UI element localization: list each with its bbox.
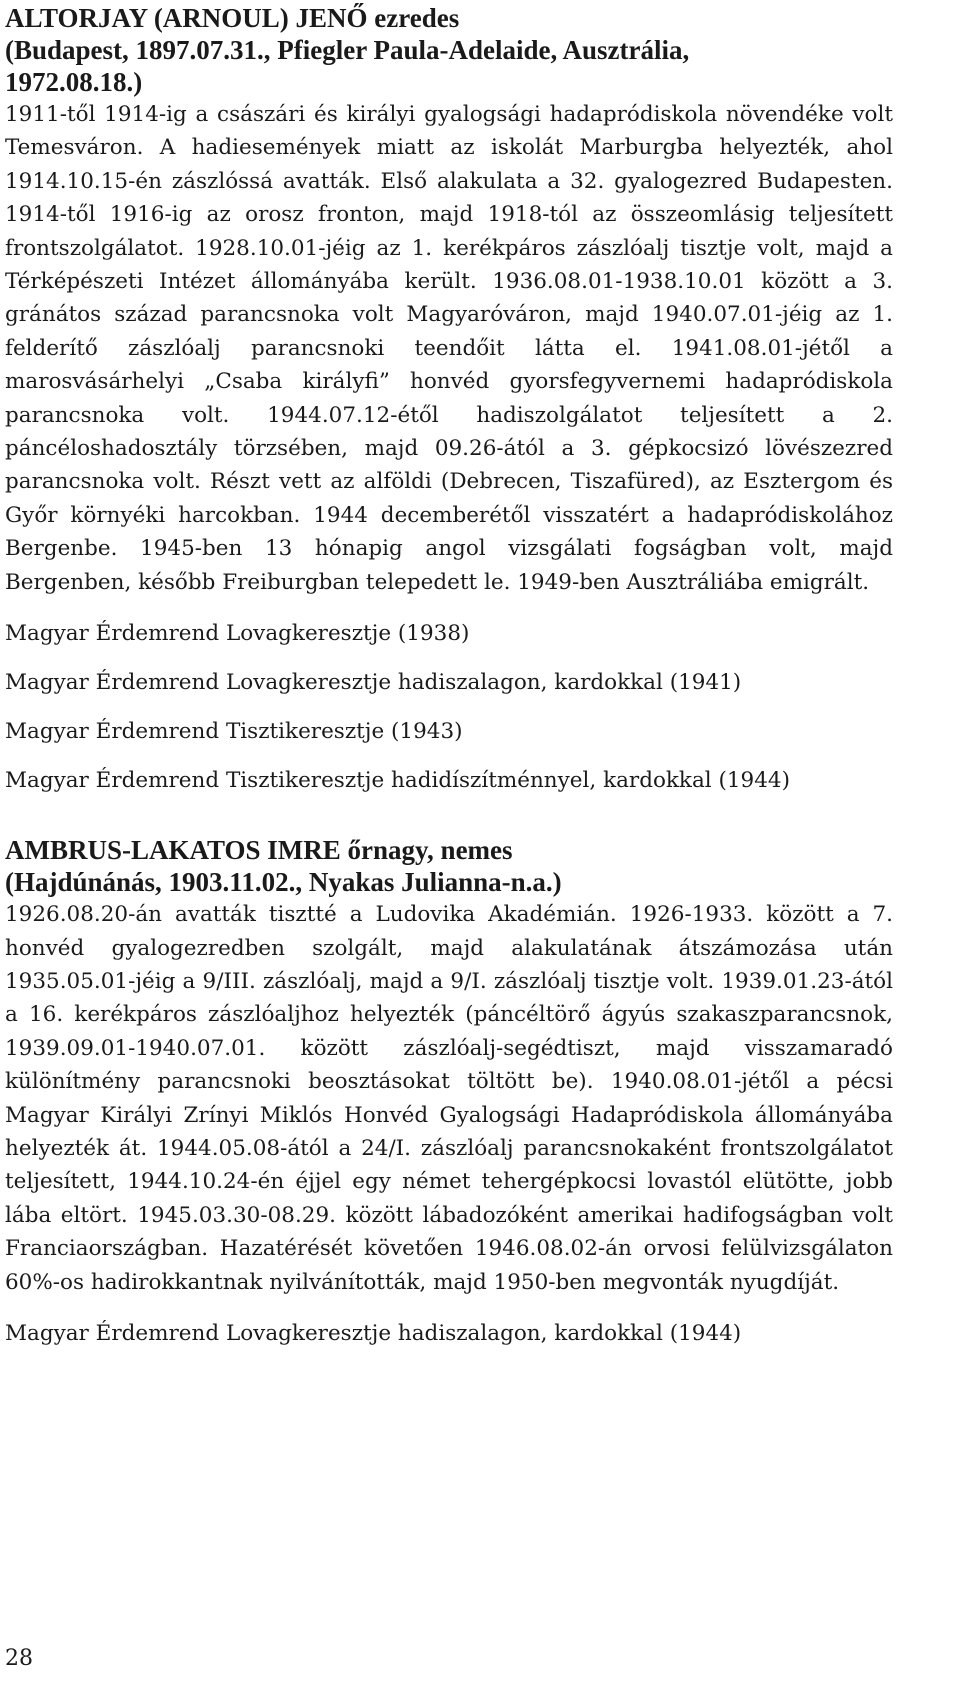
entry-heading-details: 1972.08.18.) [5, 67, 143, 97]
awards-list [5, 1319, 893, 1349]
page-number: 28 [5, 1646, 33, 1671]
entry-heading [5, 834, 893, 898]
award-item: Magyar Érdemrend Lovagkeresztje hadiszalagon, kardokkal (1944) [5, 1320, 742, 1346]
entry-heading-details: (Budapest, 1897.07.31., Pfiegler Paula-Adelaide, Ausztrália, [5, 35, 690, 65]
award-item: Magyar Érdemrend Tisztikeresztje hadidíszítménnyel, kardokkal (1944) [5, 768, 790, 794]
entry-heading-name: ALTORJAY (ARNOUL) JENŐ ezredes [5, 3, 460, 33]
entry-heading-details: (Hajdúnánás, 1903.11.02., Nyakas Julianna-n.a.) [5, 867, 562, 898]
document-page [5, 0, 893, 1349]
biography-entry-ambrus-lakatos [5, 834, 893, 1349]
biography-paragraph: 1911-től 1914-ig a császári és királyi gyalogsági hadapródiskola növendéke volt Temesváron. A hadiesemények miatt az iskolát Marburgba helyezték, ahol 1914.10.15-én zászlóssá avatták. Első alakulata a 32. gyalogezred Budapesten. 1914-től 1916-ig az orosz fronton, majd 1918-tól az összeomlásig teljesített frontszolgálatot. 1928.10.01-jéig az 1. kerékpáros zászlóalj tisztje volt, majd a Térképészeti Intézet állományába került. 1936.08.01-1938.10.01 között a 3. gránátos század parancsnoka volt Magyaróváron, majd 1940.07.01-jéig az 1. felderítő zászlóalj parancsnoki teendőit látta el. 1941.08.01-jétől a marosvásárhelyi „Csaba királyfi” honvéd gyorsfegyvernemi hadapródiskola parancsnoka volt. 1944.07.12-étől hadiszolgálatot teljesített a 2. páncéloshadosztály törzsében, majd 09.26-ától a 3. gépkocsizó lövészezred parancsnoka volt. Részt vett az alföldi (Debrecen, Tiszafüred), az Esztergom és Győr környéki harcokban. 1944 decemberétől visszatért a hadapródiskolához Bergenbe. 1945-ben 13 hónapig angol vizsgálati fogságban volt, majd Bergenben, később Freiburgban telepedett le. 1949-ben Ausztráliába emigrált. [5, 102, 893, 595]
award-item: Magyar Érdemrend Lovagkeresztje hadiszalagon, kardokkal (1941) [5, 670, 742, 696]
entry-heading-name: AMBRUS-LAKATOS IMRE őrnagy, nemes [5, 835, 513, 866]
awards-list [5, 619, 893, 796]
award-item: Magyar Érdemrend Tisztikeresztje (1943) [5, 719, 463, 745]
award-item: Magyar Érdemrend Lovagkeresztje (1938) [5, 621, 470, 647]
entry-heading [5, 2, 893, 98]
biography-entry-altorjay [5, 2, 893, 796]
biography-paragraph: 1926.08.20-án avatták tisztté a Ludovika Akadémián. 1926-1933. között a 7. honvéd gyalogezredben szolgált, majd alakulatának átszámozása után 1935.05.01-jéig a 9/III. zászlóalj, majd a 9/I. zászlóalj tisztje volt. 1939.01.23-ától a 16. kerékpáros zászlóaljhoz helyezték (páncéltörő ágyús szakaszparancsnok, 1939.09.01-1940.07.01. között zászlóalj-segédtiszt, majd visszamaradó különítmény parancsnoki beosztásokat töltött be). 1940.08.01-jétől a pécsi Magyar Királyi Zrínyi Miklós Honvéd Gyalogsági Hadapródiskola állományába helyezték át. 1944.05.08-ától a 24/I. zászlóalj parancsnokaként frontszolgálatot teljesített, 1944.10.24-én éjjel egy német tehergépkocsi lovastól elütötte, jobb lába eltört. 1945.03.30-08.29. között lábadozóként amerikai hadifogságban volt Franciaországban. Hazatérését követően 1946.08.02-án orvosi felülvizsgálaton 60%-os hadirokkantnak nyilvánították, majd 1950-ben megvonták nyugdíját. [5, 902, 893, 1295]
